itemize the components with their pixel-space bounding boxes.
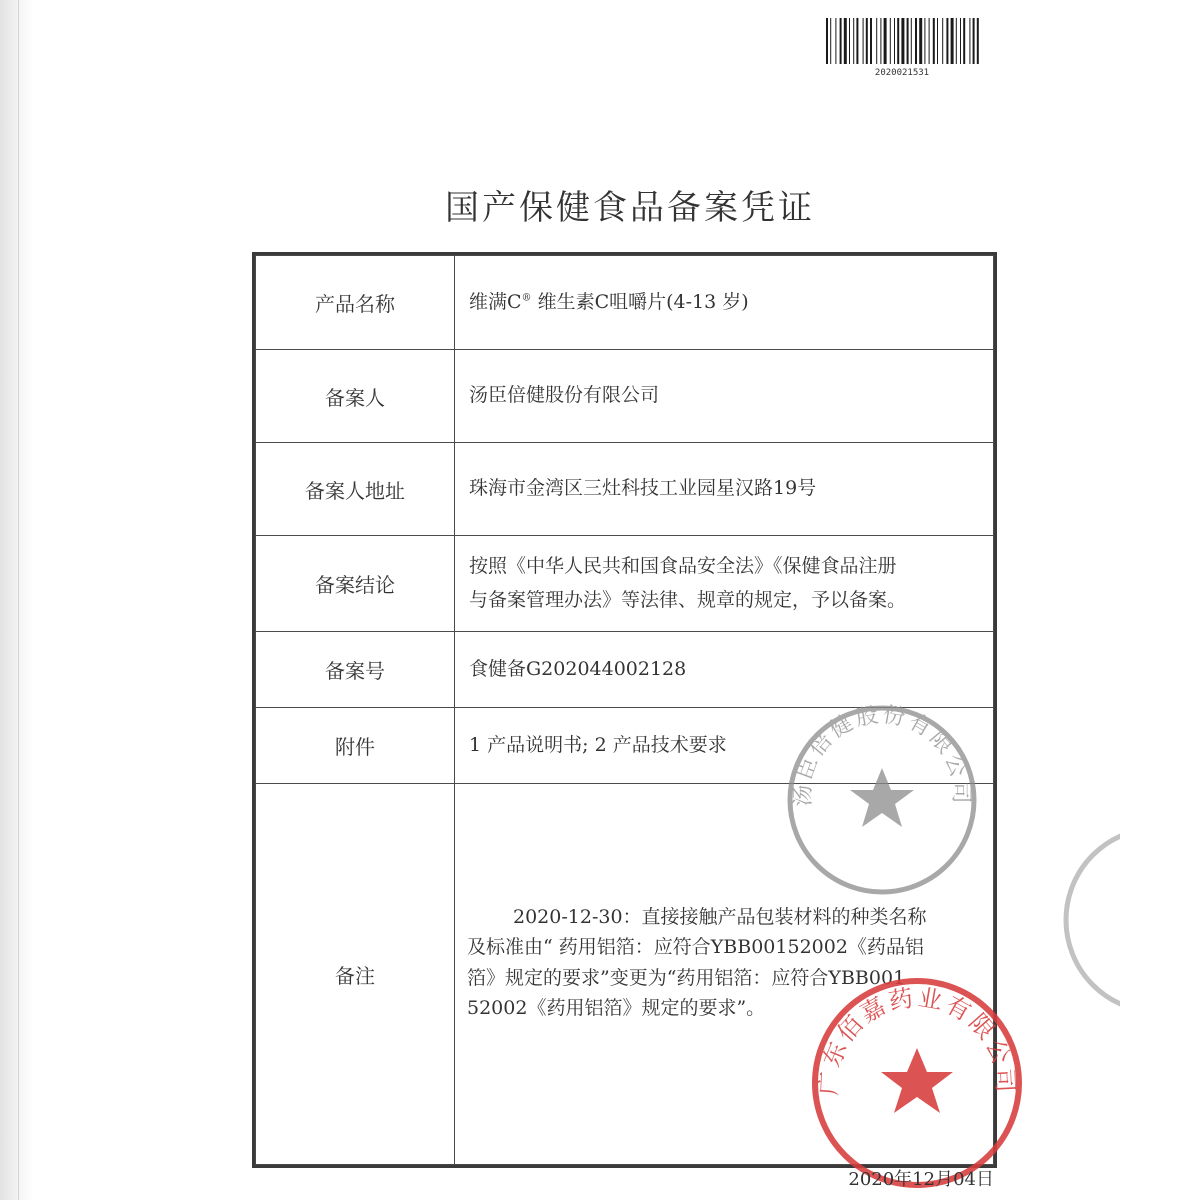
value-conclusion: 按照《中华人民共和国食品安全法》《保健食品注册 与备案管理办法》等法律、规章的规定，予以备案。 bbox=[455, 536, 994, 632]
label-conclusion: 备案结论 bbox=[256, 536, 455, 632]
value-applicant: 汤臣倍健股份有限公司 bbox=[455, 350, 994, 443]
barcode-bar bbox=[946, 18, 948, 64]
barcode-bar bbox=[897, 18, 899, 64]
barcode-bar bbox=[840, 18, 842, 64]
barcode-number: 2020021531 bbox=[874, 68, 930, 78]
barcode-bar bbox=[919, 18, 922, 64]
svg-text:广东佰嘉药业有限公司: 广东佰嘉药业有限公司 bbox=[814, 983, 1020, 1097]
value-product-name: 维满C® 维生素C咀嚼片(4-13 岁) bbox=[455, 256, 994, 350]
barcode-bar bbox=[960, 18, 961, 64]
barcode-bar bbox=[866, 18, 868, 64]
company-seal-gray bbox=[782, 700, 982, 900]
row-address bbox=[256, 443, 994, 536]
barcode-bar bbox=[884, 18, 887, 64]
row-product-name bbox=[256, 256, 994, 350]
company-seal-red bbox=[806, 972, 1028, 1194]
barcode-bar bbox=[880, 18, 881, 64]
barcode-bar bbox=[937, 18, 938, 64]
barcode-bar bbox=[907, 18, 909, 64]
barcode-bar bbox=[876, 18, 877, 64]
row-record-no bbox=[256, 632, 994, 708]
barcode-bar bbox=[963, 18, 965, 64]
partial-seal-edge bbox=[1058, 820, 1120, 1020]
label-remarks: 备注 bbox=[256, 784, 455, 1165]
barcode-bar bbox=[924, 18, 925, 64]
row-conclusion bbox=[256, 536, 994, 632]
barcode-bar bbox=[915, 18, 917, 64]
row-applicant bbox=[256, 350, 994, 443]
barcode-bar bbox=[929, 18, 930, 64]
barcode-bar bbox=[973, 18, 975, 64]
barcode-bar bbox=[890, 18, 891, 64]
label-record-no: 备案号 bbox=[256, 632, 455, 708]
value-record-no: 食健备G202044002128 bbox=[455, 632, 994, 708]
barcode-bar bbox=[835, 18, 836, 64]
barcode-bar bbox=[849, 18, 850, 64]
barcode-bar bbox=[933, 18, 935, 64]
barcode-bar bbox=[894, 18, 895, 64]
barcode-bar bbox=[870, 18, 872, 64]
label-address: 备案人地址 bbox=[256, 443, 455, 536]
barcode-bar bbox=[942, 18, 943, 64]
label-attachments: 附件 bbox=[256, 708, 455, 784]
barcode-bar bbox=[911, 18, 912, 64]
barcode-bar bbox=[956, 18, 957, 64]
barcode-bar bbox=[969, 18, 970, 64]
value-attachments: 1 产品说明书; 2 产品技术要求 bbox=[455, 708, 994, 784]
barcode-bar bbox=[826, 18, 828, 64]
value-address: 珠海市金湾区三灶科技工业园星汉路19号 bbox=[455, 443, 994, 536]
barcode-bar bbox=[901, 18, 904, 64]
barcode-bar bbox=[856, 18, 858, 64]
barcode-bar bbox=[977, 18, 979, 64]
value-remarks: 2020-12-30：直接接触产品包装材料的种类名称 及标准由“ 药用铝箔：应符合YBB00152002《药品铝 箔》规定的要求”变更为“药用铝箔：应符合YBB001 52002《药用铝箔》规定的要求”。 bbox=[455, 784, 994, 1165]
label-applicant: 备案人 bbox=[256, 350, 455, 443]
label-product-name: 产品名称 bbox=[256, 256, 455, 350]
page-title: 国产保健食品备案凭证 bbox=[445, 188, 815, 228]
svg-text:汤臣倍健股份有限公司: 汤臣倍健股份有限公司 bbox=[790, 702, 974, 807]
barcode-bar bbox=[844, 18, 847, 64]
barcode-bar bbox=[830, 18, 831, 64]
barcode-bar bbox=[863, 18, 864, 64]
barcode-bar bbox=[853, 18, 854, 64]
barcode-bar bbox=[951, 18, 954, 64]
issue-date: 2020年12月04日 bbox=[848, 1169, 994, 1190]
